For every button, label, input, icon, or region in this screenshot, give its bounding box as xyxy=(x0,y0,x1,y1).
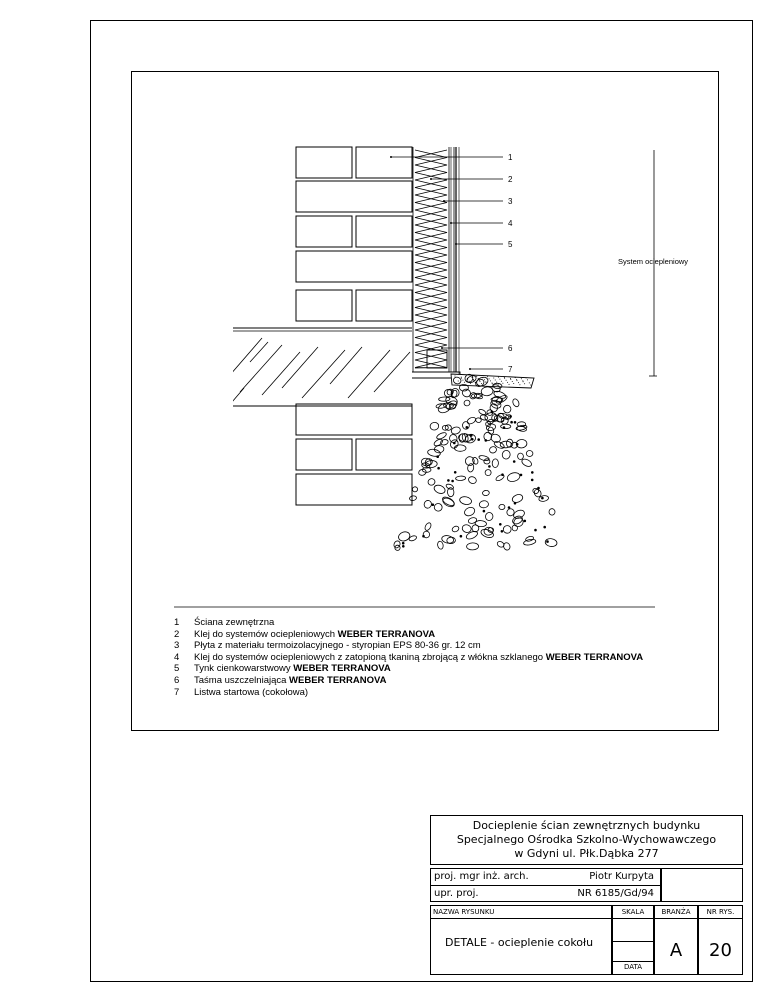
sheet-no-label: NR RYS. xyxy=(706,908,735,916)
gravel-grain xyxy=(531,472,533,474)
gravel-grain xyxy=(493,420,495,422)
plinth-speckle xyxy=(496,382,497,383)
gravel-stone xyxy=(481,386,494,396)
gravel-stone xyxy=(493,390,507,400)
callout-7: 7 xyxy=(508,365,513,374)
plinth-speckle xyxy=(527,379,528,380)
designer-label: proj. mgr inż. arch. xyxy=(434,871,529,882)
gravel-stone xyxy=(423,499,433,509)
plinth-speckle xyxy=(516,379,517,380)
plinth-speckle xyxy=(522,380,523,381)
title-line-1: Docieplenie ścian zewnętrznych budynku xyxy=(472,819,701,832)
gravel-stone xyxy=(478,408,487,415)
gravel-stone xyxy=(466,416,477,425)
plinth-speckle xyxy=(504,377,505,378)
designer-box xyxy=(430,868,661,902)
gravel-grain xyxy=(535,529,537,531)
callout-6: 6 xyxy=(508,344,513,353)
gravel-stone xyxy=(472,524,479,532)
gravel-stone xyxy=(441,535,454,545)
legend-item: 2 Klej do systemów ociepleniowych WEBER TERRANOVA xyxy=(174,628,436,640)
gravel-grain xyxy=(544,526,546,528)
gravel-stone xyxy=(467,475,477,484)
legend xyxy=(174,617,643,698)
designer-name: Piotr Kurpyta xyxy=(589,871,654,882)
gravel-stone xyxy=(463,399,471,407)
gravel-stone xyxy=(517,453,523,460)
gravel-stone xyxy=(450,426,461,435)
plinth-speckle xyxy=(479,380,480,381)
gravel-stone xyxy=(412,486,418,492)
gravel-stone xyxy=(448,433,458,443)
gravel-grain xyxy=(438,467,440,469)
plinth-speckle xyxy=(481,383,482,384)
scale-label: SKALA xyxy=(621,908,645,916)
plinth-speckle xyxy=(509,384,510,385)
gravel-stone xyxy=(439,397,451,402)
branch-label: BRANŻA xyxy=(661,908,691,916)
gravel-stone xyxy=(511,515,523,526)
callout-1: 1 xyxy=(508,153,513,162)
plinth-speckle xyxy=(506,380,507,381)
plinth-speckle xyxy=(516,380,517,381)
gravel-grain xyxy=(471,438,473,440)
sheet-no: 20 xyxy=(709,940,732,961)
brick-wall xyxy=(296,147,412,505)
gravel-stone xyxy=(489,446,498,454)
insulation-zigzag xyxy=(415,150,447,368)
gravel-stone xyxy=(427,478,436,487)
drawing-name-label: NAZWA RYSUNKU xyxy=(433,908,495,916)
gravel-stone xyxy=(525,535,534,542)
gravel-stone xyxy=(475,418,481,423)
plinth-speckle xyxy=(510,379,511,380)
plinth-speckle xyxy=(473,379,474,380)
plinth-speckle xyxy=(486,382,487,383)
plinth-speckle xyxy=(498,384,499,385)
gravel-stone xyxy=(454,445,466,452)
date-label: DATA xyxy=(623,963,643,971)
plinth-speckle xyxy=(485,381,486,382)
legend-item: 3 Płyta z materiału termoizolacyjnego - styropian EPS 80-36 gr. 12 cm xyxy=(174,640,481,652)
title-box xyxy=(430,815,743,865)
plinth-speckle xyxy=(523,381,524,382)
gravel-stone xyxy=(466,543,478,550)
gravel-stone xyxy=(397,530,411,542)
gravel-stone xyxy=(501,450,511,460)
gravel-grain xyxy=(542,497,544,499)
plinth-speckle xyxy=(529,382,530,383)
gravel-stone xyxy=(436,431,447,440)
gravel-grain xyxy=(502,474,504,476)
gravel-grain xyxy=(511,421,513,423)
gravel-stone xyxy=(424,522,432,532)
gravel-grain xyxy=(520,474,522,476)
gravel-stone xyxy=(503,525,511,533)
gravel-grain xyxy=(402,542,404,544)
plinth-speckle xyxy=(476,376,477,377)
gravel-grain xyxy=(437,456,439,458)
sheet-no-box xyxy=(698,905,743,975)
legend-item: 7 Listwa startowa (cokołowa) xyxy=(174,686,309,698)
license-label: upr. proj. xyxy=(434,888,479,899)
gravel-stone xyxy=(437,541,444,550)
gravel-grain xyxy=(531,479,533,481)
stamp-box xyxy=(661,868,743,902)
gravel-grain xyxy=(514,421,516,423)
gravel-stone xyxy=(545,538,558,547)
gravel-grain xyxy=(503,427,505,429)
gravel-grain xyxy=(501,530,503,532)
gravel-grain xyxy=(491,411,493,413)
plinth-speckle xyxy=(458,381,459,382)
plinth-speckle xyxy=(504,378,505,379)
plinth-speckle xyxy=(499,379,500,380)
plinth-speckle xyxy=(530,384,531,385)
plinth-speckle xyxy=(498,377,499,378)
plinth-speckle xyxy=(472,377,473,378)
gravel-stone xyxy=(469,392,478,400)
gravel-grain xyxy=(402,545,404,547)
gravel-stone xyxy=(499,504,505,510)
gravel-stone xyxy=(467,463,474,472)
plinth-speckle xyxy=(512,381,513,382)
gravel-stone xyxy=(479,500,489,508)
legend-item: 1 Ściana zewnętrzna xyxy=(174,617,275,628)
gravel-stone xyxy=(468,517,478,525)
gravel-stone xyxy=(512,525,518,531)
gravel-grain xyxy=(454,471,456,473)
gravel-grain xyxy=(499,523,501,525)
branch-box xyxy=(654,905,698,975)
gravel-stone xyxy=(434,445,444,453)
plinth-speckle xyxy=(495,380,496,381)
legend-item: 4 Klej do systemów ociepleniowych z zatopioną tkaniną zbrojącą z włókna szklanego WEBER TERRANOVA xyxy=(174,651,644,663)
gravel-grain xyxy=(478,439,480,441)
legend-item: 6 Taśma uszczelniająca WEBER TERRANOVA xyxy=(174,674,387,686)
plinth-speckle xyxy=(501,381,502,382)
plinth-speckle xyxy=(479,381,480,382)
license-number: NR 6185/Gd/94 xyxy=(577,888,654,899)
plinth-speckle xyxy=(493,377,494,378)
gravel-stone xyxy=(549,508,555,515)
gravel-stone xyxy=(485,512,494,522)
plinth-speckle xyxy=(473,380,474,381)
gravel-grain xyxy=(513,461,515,463)
gravel-grain xyxy=(448,480,450,482)
gravel-stone xyxy=(440,439,449,446)
gravel-grain xyxy=(485,440,487,442)
gravel-stone xyxy=(463,506,476,518)
gravel-stone xyxy=(451,525,460,533)
gravel-grain xyxy=(432,504,434,506)
system-label: System ociepleniowy xyxy=(618,257,689,266)
plinth-speckle xyxy=(515,377,516,378)
plinth-speckle xyxy=(469,381,470,382)
callout-numbers xyxy=(508,153,513,374)
gravel-stone xyxy=(482,490,489,496)
plinth-speckle xyxy=(513,383,514,384)
plinth-speckle xyxy=(462,380,463,381)
gravel-grain xyxy=(483,510,485,512)
gravel-grain xyxy=(510,416,512,418)
branch-value: A xyxy=(669,940,683,961)
gravel-stone xyxy=(511,493,524,504)
scale-box xyxy=(612,905,654,975)
title-line-2: Specjalnego Ośrodka Szkolno-Wychowawczego xyxy=(456,833,717,846)
gravel-grain xyxy=(489,466,491,468)
plinth-speckle xyxy=(524,383,525,384)
plinth-speckle xyxy=(464,382,465,383)
gravel-fill xyxy=(393,373,558,551)
plinth-speckle xyxy=(461,377,462,378)
title-line-3: w Gdyni ul. Płk.Dąbka 277 xyxy=(514,847,659,860)
gravel-grain xyxy=(470,435,472,437)
plinth-speckle xyxy=(526,377,527,378)
gravel-stone xyxy=(459,496,472,506)
plinth-speckle xyxy=(484,379,485,380)
plinth-speckle xyxy=(455,376,456,377)
gravel-grain xyxy=(453,442,455,444)
gravel-grain xyxy=(452,480,454,482)
plinth-speckle xyxy=(502,383,503,384)
callout-3: 3 xyxy=(508,197,513,206)
gravel-stone xyxy=(434,503,442,511)
callout-5: 5 xyxy=(508,240,513,249)
gravel-stone xyxy=(526,450,533,456)
plinth-speckle xyxy=(487,376,488,377)
gravel-stone xyxy=(484,469,492,477)
drawing-name: DETALE - ocieplenie cokołu xyxy=(445,936,594,949)
plinth-speckle xyxy=(519,384,520,385)
drawing-name-box xyxy=(430,905,612,975)
gravel-stone xyxy=(523,538,536,546)
plinth-speckle xyxy=(492,383,493,384)
gravel-grain xyxy=(466,426,468,428)
gravel-stone xyxy=(503,405,511,413)
plinth-speckle xyxy=(461,378,462,379)
gravel-stone xyxy=(475,520,487,527)
legend-item: 5 Tynk cienkowarstwowy WEBER TERRANOVA xyxy=(174,663,391,675)
plinth-speckle xyxy=(510,378,511,379)
plinth-speckle xyxy=(489,378,490,379)
gravel-stone xyxy=(433,484,446,495)
finish-layers xyxy=(451,147,459,376)
gravel-grain xyxy=(516,443,518,445)
plinth-speckle xyxy=(490,380,491,381)
gravel-grain xyxy=(460,535,462,537)
gravel-stone xyxy=(512,398,521,408)
gravel-grain xyxy=(538,487,540,489)
plinth-speckle xyxy=(521,378,522,379)
gravel-stone xyxy=(501,424,511,428)
gravel-grain xyxy=(524,520,526,522)
gravel-stone xyxy=(441,495,455,507)
gravel-stone xyxy=(455,476,465,481)
gravel-stone xyxy=(478,455,489,462)
callout-4: 4 xyxy=(508,219,513,228)
plinth-speckle xyxy=(507,382,508,383)
insulation-layer xyxy=(413,147,449,372)
gravel-grain xyxy=(508,507,510,509)
gravel-stone xyxy=(465,530,478,541)
callout-2: 2 xyxy=(508,175,513,184)
gravel-grain xyxy=(547,541,549,543)
gravel-stone xyxy=(492,459,498,468)
plinth-speckle xyxy=(492,383,493,384)
gravel-stone xyxy=(409,495,417,501)
gravel-stone xyxy=(429,422,439,431)
gravel-stone xyxy=(445,483,454,490)
gravel-grain xyxy=(423,535,425,537)
ground-section xyxy=(230,328,412,406)
gravel-stone xyxy=(506,471,521,483)
gravel-grain xyxy=(514,502,516,504)
plinth-speckle xyxy=(518,382,519,383)
